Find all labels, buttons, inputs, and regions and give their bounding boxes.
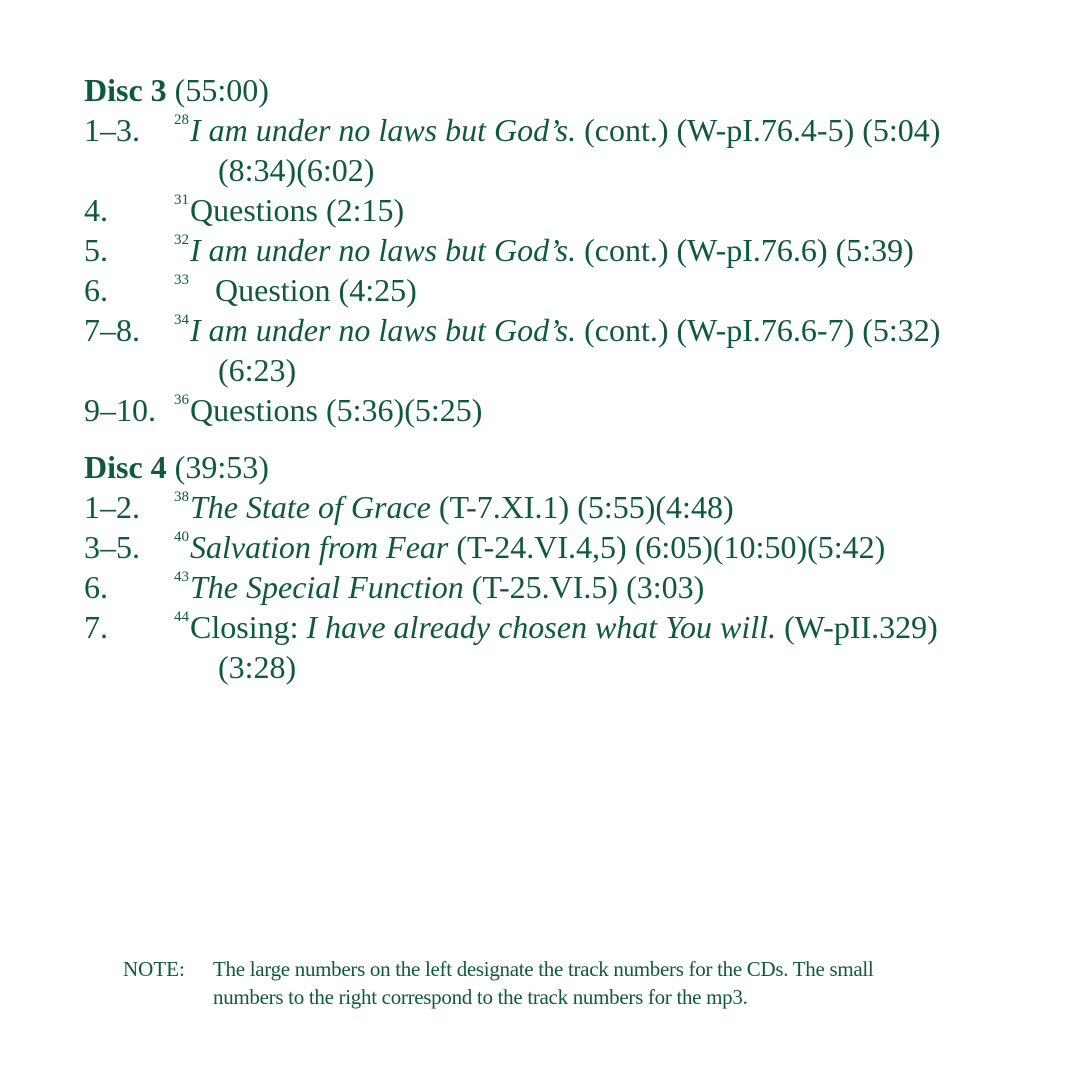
cd-track-number: 9–10. [84, 392, 156, 428]
mp3-track-number: 38 [174, 489, 189, 505]
mp3-track-number: 40 [174, 529, 189, 545]
track-continuation: (8:34)(6:02) [218, 152, 375, 188]
mp3-track-number: 31 [174, 192, 189, 208]
track-details: (T-7.XI.1) (5:55)(4:48) [430, 489, 734, 525]
track-title-italic: Salvation from Fear [190, 529, 449, 565]
mp3-track-number: 44 [174, 609, 189, 625]
track-details: (W-pII.329) [776, 609, 938, 645]
cd-track-number: 7. [84, 609, 108, 645]
track-prefix: Closing: [190, 609, 307, 645]
disc-heading [84, 447, 1044, 487]
track-details: (T-25.VI.5) (3:03) [463, 569, 705, 605]
track-row [84, 270, 1044, 310]
track-row [84, 310, 1044, 390]
disc-3-section [84, 70, 1044, 430]
cd-track-number: 6. [84, 272, 108, 308]
mp3-track-number: 43 [174, 569, 189, 585]
track-title-italic: I am under no laws but God’s. [190, 232, 577, 268]
cd-track-number: 4. [84, 192, 108, 228]
track-continuation: (6:23) [218, 352, 297, 388]
disc-name: Disc 3 [84, 72, 167, 108]
cd-track-number: 3–5. [84, 529, 140, 565]
track-title-italic: I have already chosen what You will. [306, 609, 777, 645]
track-details: (cont.) (W-pI.76.6) (5:39) [576, 232, 914, 268]
disc-duration: (55:00) [174, 72, 269, 108]
cd-track-number: 5. [84, 232, 108, 268]
track-row [84, 567, 1044, 607]
track-title [174, 110, 1044, 190]
track-row [84, 230, 1044, 270]
cd-track-number: 6. [84, 569, 108, 605]
track-title [174, 310, 1044, 390]
track-title-italic: I am under no laws but God’s. [190, 112, 577, 148]
track-details: (T-24.VI.4,5) (6:05)(10:50)(5:42) [448, 529, 886, 565]
track-title [174, 230, 1044, 270]
track-title [174, 390, 1044, 430]
track-row [84, 487, 1044, 527]
mp3-track-number: 32 [174, 232, 189, 248]
footnote [123, 955, 983, 1011]
track-title [174, 487, 1044, 527]
cd-track-number: 7–8. [84, 312, 140, 348]
mp3-track-number: 33 [174, 272, 189, 288]
track-row [84, 607, 1044, 687]
track-title-italic: I am under no laws but God’s. [190, 312, 577, 348]
track-details: Questions (2:15) [190, 192, 405, 228]
note-text: The large numbers on the left designate the track numbers for the CDs. The small numbers to the right correspond to the track numbers for the mp3. [213, 957, 874, 1009]
disc-name: Disc 4 [84, 449, 167, 485]
track-row [84, 190, 1044, 230]
track-row [84, 390, 1044, 430]
track-details: (cont.) (W-pI.76.4-5) (5:04) [576, 112, 941, 148]
cd-track-number: 1–3. [84, 112, 140, 148]
track-continuation: (3:28) [218, 649, 297, 685]
track-title [174, 567, 1044, 607]
track-title [174, 190, 1044, 230]
mp3-track-number: 36 [174, 392, 189, 408]
cd-track-number: 1–2. [84, 489, 140, 525]
disc-4-section [84, 447, 1044, 687]
note-label: NOTE: [123, 957, 185, 981]
track-details: Questions (5:36)(5:25) [190, 392, 483, 428]
mp3-track-number: 28 [174, 112, 189, 128]
disc-duration: (39:53) [174, 449, 269, 485]
track-title-italic: The State of Grace [190, 489, 431, 525]
track-title-italic: The Special Function [190, 569, 464, 605]
mp3-track-number: 34 [174, 312, 189, 328]
track-title [174, 270, 1044, 310]
track-title [174, 527, 1044, 567]
track-details: Question (4:25) [215, 272, 417, 308]
track-row [84, 110, 1044, 190]
track-row [84, 527, 1044, 567]
track-details: (cont.) (W-pI.76.6-7) (5:32) [576, 312, 941, 348]
track-title [174, 607, 1044, 687]
disc-heading [84, 70, 1044, 110]
